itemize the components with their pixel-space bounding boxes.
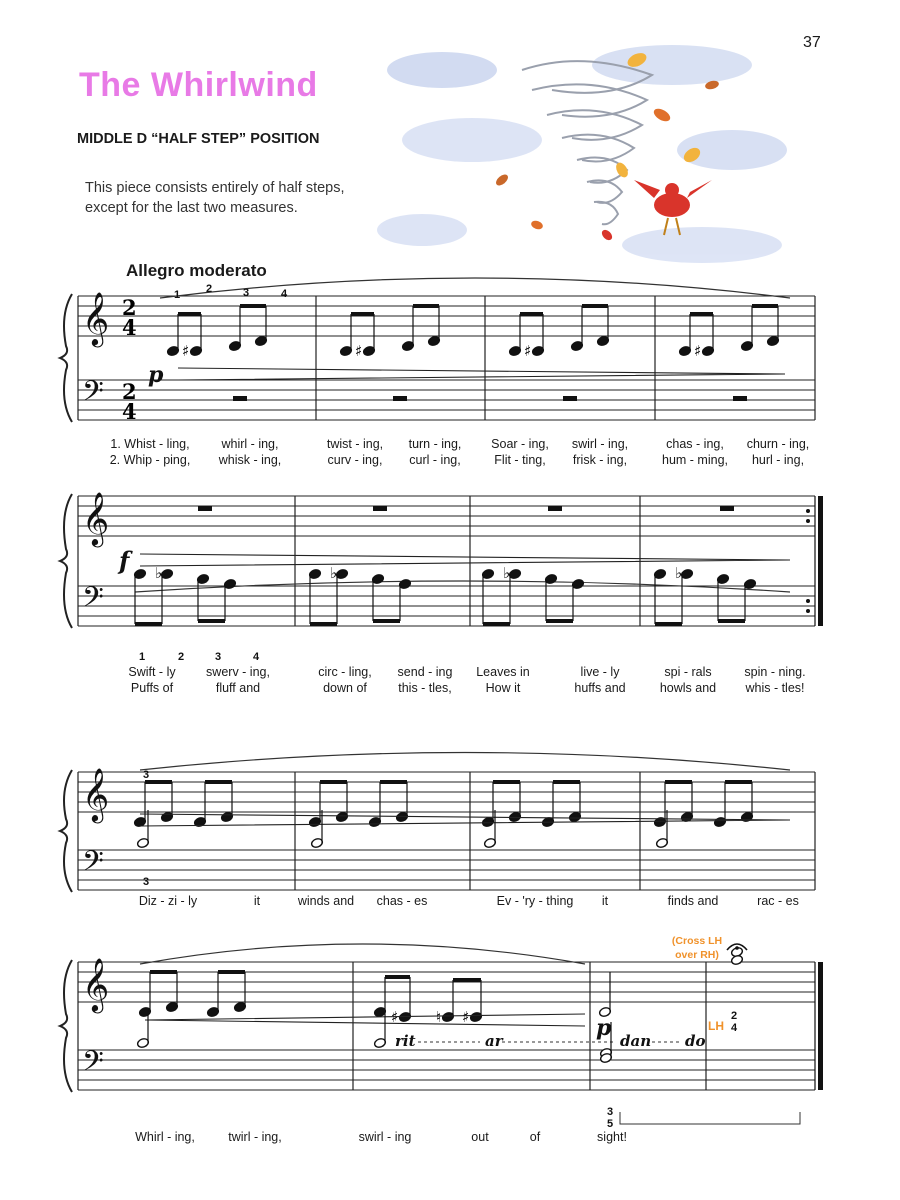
finger-number: 1 (173, 289, 181, 301)
brace-icon (60, 494, 72, 628)
cross-hand-note: (Cross LH (671, 935, 723, 947)
fermata-icon (735, 946, 739, 950)
finger-number: 2 (205, 283, 213, 295)
slur (140, 944, 585, 964)
bass-clef-icon: 𝄢 (82, 1045, 104, 1085)
finger-number: 4 (730, 1022, 738, 1034)
time-signature-top: 2 (122, 379, 137, 404)
rest-icon (720, 506, 734, 511)
lyric-verse-1: chas - ing, (666, 437, 724, 451)
diminuendo-hairpin (140, 554, 790, 566)
lyric-verse-1: circ - ling, (318, 665, 372, 679)
lyric-line: winds and (297, 894, 355, 908)
finger-number: 3 (214, 651, 222, 663)
treble-clef-icon: 𝄞 (82, 957, 110, 1011)
repeat-dot (806, 599, 810, 603)
lh-bracket (620, 1112, 800, 1124)
finger-number: 3 (242, 287, 250, 299)
ritardando-text: do (685, 1032, 706, 1050)
finger-number: 3 (142, 769, 150, 781)
repeat-dot (806, 509, 810, 513)
lyric-line: of (529, 1130, 541, 1144)
sharp-icon: ♯ (355, 342, 363, 360)
intro-line-1: This piece consists entirely of half steps, (85, 180, 345, 196)
sharp-icon: ♯ (391, 1008, 399, 1026)
repeat-dot (806, 609, 810, 613)
lyric-verse-2: huffs and (574, 681, 626, 695)
flat-icon: ♭ (675, 564, 683, 582)
piece-title: The Whirlwind (79, 66, 318, 104)
lyric-verse-1: send - ing (397, 665, 453, 679)
ritardando-text: dan (620, 1032, 652, 1050)
repeat-barline (818, 496, 823, 626)
lyric-line: Ev - 'ry - thing (496, 894, 574, 908)
cross-hand-note: over RH) (675, 949, 719, 961)
lyric-verse-2: whisk - ing, (218, 453, 282, 467)
bass-clef-icon: 𝄢 (82, 581, 104, 621)
flat-icon: ♭ (330, 564, 338, 582)
finger-number: 2 (177, 651, 185, 663)
lyric-verse-2: hum - ming, (662, 453, 728, 467)
ritardando-text: rit (395, 1032, 416, 1050)
diminuendo-hairpin (178, 368, 785, 380)
rest-icon (198, 506, 212, 511)
brace-icon (60, 960, 72, 1092)
lyric-verse-1: spi - rals (664, 665, 712, 679)
finger-number: 3 (142, 876, 150, 888)
bass-clef-icon: 𝄢 (82, 375, 104, 415)
lyric-verse-1: Swift - ly (128, 665, 176, 679)
half-rest-icon (563, 396, 577, 401)
lyric-verse-2: down of (323, 681, 367, 695)
lyric-verse-2: hurl - ing, (751, 453, 805, 467)
dynamic-piano: p (596, 1015, 612, 1041)
finger-number: 2 (730, 1010, 738, 1022)
sharp-icon: ♯ (462, 1008, 470, 1026)
lyric-verse-1: live - ly (580, 665, 620, 679)
lyric-verse-1: 1. Whist - ling, (110, 437, 190, 451)
brace-icon (60, 770, 72, 892)
lyric-line: twirl - ing, (228, 1130, 282, 1144)
lyric-verse-1: swirl - ing, (571, 437, 629, 451)
repeat-dot (806, 519, 810, 523)
lyric-line: it (601, 894, 609, 908)
lyric-line: rac - es (757, 894, 799, 908)
lyric-verse-1: spin - ning. (744, 665, 806, 679)
lyric-verse-2: How it (485, 681, 521, 695)
rest-icon (373, 506, 387, 511)
lyric-line: it (253, 894, 261, 908)
lyric-line: Diz - zi - ly (138, 894, 198, 908)
brace-icon (60, 294, 72, 422)
lyric-verse-1: turn - ing, (408, 437, 462, 451)
sharp-icon: ♯ (182, 342, 190, 360)
half-rest-icon (733, 396, 747, 401)
finger-number: 5 (606, 1118, 614, 1130)
lyric-line: swirl - ing (358, 1130, 412, 1144)
lyric-verse-2: 2. Whip - ping, (109, 453, 191, 467)
bass-clef-icon: 𝄢 (82, 845, 104, 885)
finger-number: 3 (606, 1106, 614, 1118)
lyric-verse-1: twist - ing, (326, 437, 384, 451)
ritardando-text: ar (485, 1032, 503, 1050)
page-number: 37 (803, 34, 821, 51)
lyric-line: out (471, 1130, 489, 1144)
lyric-line: sight! (597, 1130, 627, 1144)
lyric-verse-2: frisk - ing, (572, 453, 628, 467)
finger-number: 4 (252, 651, 260, 663)
lyric-verse-1: Soar - ing, (491, 437, 549, 451)
whole-note (730, 954, 743, 965)
finger-number: 4 (280, 288, 288, 300)
final-barline (818, 962, 823, 1090)
treble-clef-icon: 𝄞 (82, 767, 110, 821)
rest-icon (548, 506, 562, 511)
lyric-line: Whirl - ing, (135, 1130, 195, 1144)
lyric-verse-1: Leaves in (476, 665, 530, 679)
lyric-verse-2: curv - ing, (327, 453, 383, 467)
sharp-icon: ♯ (694, 342, 702, 360)
natural-icon: ♮ (436, 1008, 442, 1026)
lyric-verse-2: fluff and (215, 681, 261, 695)
half-rest-icon (393, 396, 407, 401)
time-signature-bottom: 4 (122, 315, 137, 340)
lyric-verse-1: swerv - ing, (206, 665, 270, 679)
flat-icon: ♭ (503, 564, 511, 582)
slur (140, 753, 790, 771)
half-rest-icon (233, 396, 247, 401)
lyric-verse-1: churn - ing, (746, 437, 810, 451)
lyric-verse-2: this - tles, (398, 681, 452, 695)
time-signature-top: 2 (122, 295, 137, 320)
position-subtitle: MIDDLE D “HALF STEP” POSITION (77, 131, 320, 147)
lyric-verse-1: whirl - ing, (221, 437, 279, 451)
lyric-verse-2: Puffs of (130, 681, 174, 695)
lh-label: LH (708, 1019, 724, 1033)
treble-clef-icon: 𝄞 (82, 491, 110, 545)
treble-clef-icon: 𝄞 (82, 291, 110, 345)
lyric-verse-2: howls and (659, 681, 717, 695)
lyric-line: finds and (667, 894, 719, 908)
time-signature-bottom: 4 (122, 399, 137, 424)
sharp-icon: ♯ (524, 342, 532, 360)
slur (160, 278, 790, 298)
lyric-verse-2: curl - ing, (409, 453, 461, 467)
lyric-line: chas - es (376, 894, 428, 908)
dynamic-forte: f (119, 546, 130, 575)
dynamic-piano: p (148, 362, 164, 388)
lyric-verse-2: Flit - ting, (494, 453, 546, 467)
tempo-marking: Allegro moderato (126, 261, 267, 280)
flat-icon: ♭ (155, 564, 163, 582)
finger-number: 1 (138, 651, 146, 663)
lyric-verse-2: whis - tles! (745, 681, 805, 695)
intro-line-2: except for the last two measures. (85, 200, 298, 216)
